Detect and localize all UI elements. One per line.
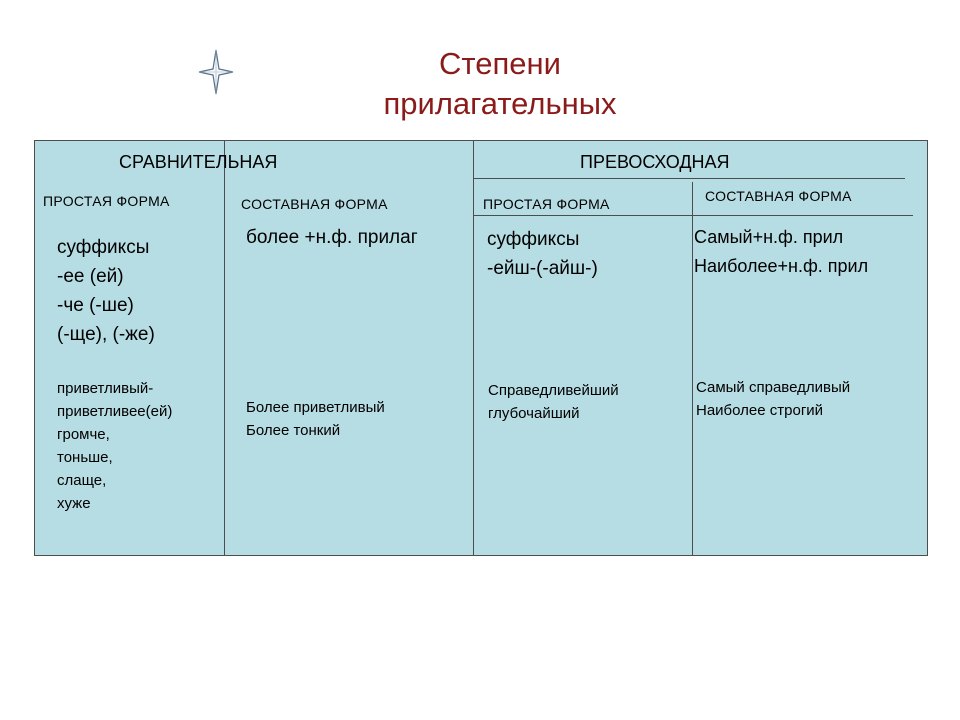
form-label-superlative-compound: СОСТАВНАЯ ФОРМА — [705, 188, 852, 204]
header-underline — [473, 178, 905, 179]
rule-line: -ейш-(-айш-) — [487, 258, 598, 279]
example-line: Самый справедливый — [696, 379, 851, 396]
example-line: Более тонкий — [246, 422, 341, 439]
example-line: тоньше, — [57, 449, 113, 466]
form-label-comparative-compound: СОСТАВНАЯ ФОРМА — [241, 196, 388, 212]
example-line: глубочайший — [488, 405, 580, 422]
example-line: Наиболее строгий — [696, 402, 824, 419]
rule-line: -ее (ей) — [57, 266, 124, 287]
title-line-2: прилагательных — [383, 86, 617, 121]
examples-superlative-simple — [488, 379, 619, 425]
form-row-underline — [473, 215, 913, 216]
example-line: слаще, — [57, 472, 107, 489]
example-line: приветливый- — [57, 380, 154, 397]
rule-line: суффиксы — [487, 229, 580, 250]
example-line: Справедливейший — [488, 382, 619, 399]
rule-line: Самый+н.ф. прил — [694, 227, 844, 247]
column-divider — [224, 141, 225, 555]
rule-line: суффиксы — [57, 237, 150, 258]
section-divider — [473, 141, 474, 555]
form-label-comparative-simple: ПРОСТАЯ ФОРМА — [43, 193, 170, 209]
examples-comparative-simple — [57, 377, 172, 515]
rule-superlative-compound — [694, 223, 868, 281]
rule-line: Наиболее+н.ф. прил — [694, 256, 869, 276]
example-line: приветливее(ей) — [57, 403, 173, 420]
example-line: Более приветливый — [246, 399, 385, 416]
rule-line: (-ще), (-же) — [57, 324, 155, 345]
examples-superlative-compound — [696, 376, 850, 422]
section-comparative: СРАВНИТЕЛЬНАЯ — [119, 152, 278, 172]
comparison-table — [34, 140, 928, 556]
rule-line: более +н.ф. прилаг — [246, 227, 418, 248]
example-line: хуже — [57, 495, 91, 512]
form-label-superlative-simple: ПРОСТАЯ ФОРМА — [483, 196, 610, 212]
slide-title — [300, 44, 700, 124]
rule-comparative-compound — [246, 223, 418, 252]
title-line-1: Степени — [439, 46, 561, 81]
rule-line: -че (-ше) — [57, 295, 134, 316]
rule-superlative-simple — [487, 225, 598, 283]
rule-comparative-simple — [57, 233, 155, 349]
examples-comparative-compound — [246, 396, 385, 442]
example-line: громче, — [57, 426, 110, 443]
section-superlative: ПРЕВОСХОДНАЯ — [580, 152, 730, 172]
column-divider — [692, 182, 693, 555]
four-point-star-icon — [198, 48, 234, 96]
